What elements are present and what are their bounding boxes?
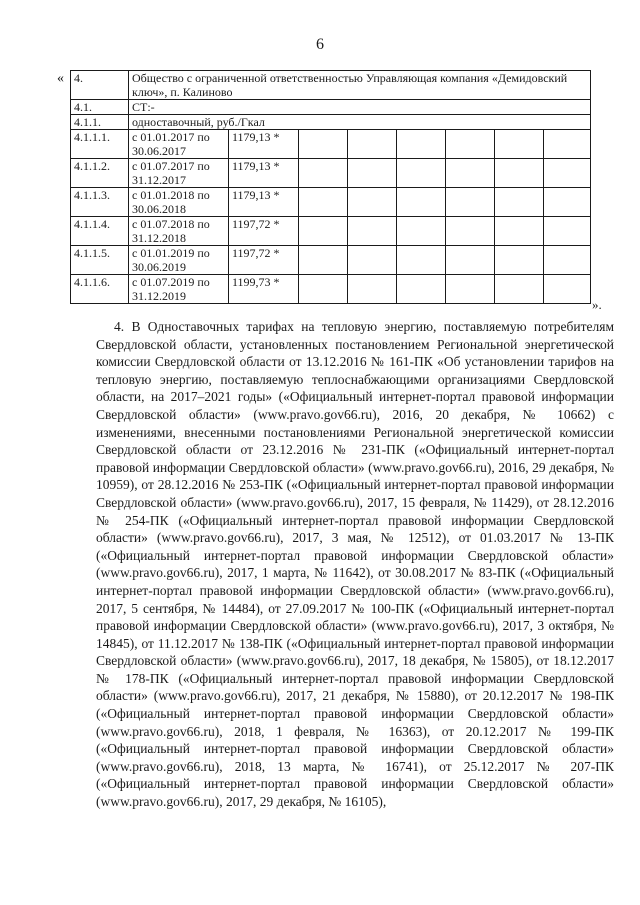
table-row xyxy=(71,275,591,304)
empty-cell xyxy=(446,130,495,159)
empty-cell xyxy=(348,246,397,275)
empty-cell xyxy=(299,159,348,188)
period-cell: с 01.07.2019 по 31.12.2019 xyxy=(129,275,229,304)
empty-cell xyxy=(495,159,544,188)
table-row xyxy=(71,100,591,115)
table-row xyxy=(71,188,591,217)
row-number: 4.1.1.2. xyxy=(71,159,129,188)
empty-cell xyxy=(397,246,446,275)
empty-cell xyxy=(397,159,446,188)
empty-cell xyxy=(446,246,495,275)
tariff-value-cell: 1199,73 * xyxy=(229,275,299,304)
opening-quote-mark: « xyxy=(57,71,64,86)
empty-cell xyxy=(544,217,591,246)
row-number: 4. xyxy=(71,71,129,100)
empty-cell xyxy=(299,188,348,217)
tariff-value-cell: 1197,72 * xyxy=(229,246,299,275)
empty-cell xyxy=(544,188,591,217)
closing-quote-mark: ». xyxy=(592,297,602,312)
empty-cell xyxy=(544,130,591,159)
empty-cell xyxy=(397,188,446,217)
row-number: 4.1.1.5. xyxy=(71,246,129,275)
table-row xyxy=(71,115,591,130)
tariff-value-cell: 1197,72 * xyxy=(229,217,299,246)
row-number: 4.1.1.6. xyxy=(71,275,129,304)
period-cell: с 01.01.2019 по 30.06.2019 xyxy=(129,246,229,275)
empty-cell xyxy=(495,246,544,275)
tariff-value-cell: 1179,13 * xyxy=(229,159,299,188)
empty-cell xyxy=(348,275,397,304)
empty-cell xyxy=(299,275,348,304)
empty-cell xyxy=(299,246,348,275)
page-number: 6 xyxy=(316,36,324,53)
empty-cell xyxy=(495,217,544,246)
row-number: 4.1.1.1. xyxy=(71,130,129,159)
empty-cell xyxy=(495,188,544,217)
body-paragraph: 4. В Одноставочных тарифах на тепловую энергию, поставляемую потребителям Свердловской области, установленных постановлением Региональной энергетической комиссии Свердловской области от 13.12.2016 № 161-ПК «Об установлении тарифов на тепловую энергию, поставляемую теплоснабжающими организациями Свердловской области, на 2017–2021 годы» («Официальный интернет-портал правовой информации Свердловской области» (www.pravo.gov66.ru), 2016, 20 декабря, № 10662) с изменениями, внесенными постановлениями Региональной энергетической комиссии Свердловской области от 23.12.2016 № 231-ПК («Официальный интернет-портал правовой информации Свердловской области» (www.pravo.gov66.ru), 2016, 29 декабря, № 10959), от 28.12.2016 № 253-ПК («Официальный интернет-портал правовой информации Свердловской области» (www.pravo.gov66.ru), 2017, 15 февраля, № 11429), от 28.12.2016 № 254-ПК («Официальный интернет-портал правовой информации Свердловской области» (www.pravo.gov66.ru), 2017, 3 мая, № 12512), от 01.03.2017 № 13-ПК («Официальный интернет-портал правовой информации Свердловской области» (www.pravo.gov66.ru), 2017, 1 марта, № 11642), от 30.08.2017 № 83-ПК («Официальный интернет-портал правовой информации Свердловской области» (www.pravo.gov66.ru), 2017, 5 сентября, № 14484), от 27.09.2017 № 100-ПК («Официальный интернет-портал правовой информации Свердловской области» (www.pravo.gov66.ru), 2017, 3 октября, № 14845), от 11.12.2017 № 138-ПК («Официальный интернет-портал правовой информации Свердловской области» (www.pravo.gov66.ru), 2017, 18 декабря, № 15805), от 18.12.2017 № 178-ПК («Официальный интернет-портал правовой информации Свердловской области» (www.pravo.gov66.ru), 2017, 21 декабря, № 15880), от 20.12.2017 № 198-ПК («Официальный интернет-портал правовой информации Свердловской области» (www.pravo.gov66.ru), 2018, 1 февраля, № 16363), от 20.12.2017 № 199-ПК («Официальный интернет-портал правовой информации Свердловской области» (www.pravo.gov66.ru), 2018, 13 марта, № 16741), от 25.12.2017 № 207-ПК («Официальный интернет-портал правовой информации Свердловской области» (www.pravo.gov66.ru), 2017, 29 декабря, № 16105), xyxy=(96,319,614,810)
row-number: 4.1.1.4. xyxy=(71,217,129,246)
empty-cell xyxy=(544,246,591,275)
period-cell: с 01.07.2017 по 31.12.2017 xyxy=(129,159,229,188)
table-row xyxy=(71,130,591,159)
table-row xyxy=(71,159,591,188)
empty-cell xyxy=(348,188,397,217)
empty-cell xyxy=(446,217,495,246)
empty-cell xyxy=(446,188,495,217)
empty-cell xyxy=(299,217,348,246)
empty-cell xyxy=(446,275,495,304)
empty-cell xyxy=(544,275,591,304)
empty-cell xyxy=(544,159,591,188)
empty-cell xyxy=(348,130,397,159)
table-row xyxy=(71,71,591,100)
tariff-value-cell: 1179,13 * xyxy=(229,188,299,217)
table-row xyxy=(71,246,591,275)
row-number: 4.1.1. xyxy=(71,115,129,130)
body-paragraph-block xyxy=(96,318,614,811)
row-number: 4.1.1.3. xyxy=(71,188,129,217)
table-row xyxy=(71,217,591,246)
tariff-table xyxy=(70,70,591,304)
rate-type-label: одноставочный, руб./Гкал xyxy=(129,115,591,130)
empty-cell xyxy=(299,130,348,159)
empty-cell xyxy=(348,217,397,246)
empty-cell xyxy=(397,130,446,159)
empty-cell xyxy=(495,130,544,159)
empty-cell xyxy=(495,275,544,304)
period-cell: с 01.07.2018 по 31.12.2018 xyxy=(129,217,229,246)
tariff-value-cell: 1179,13 * xyxy=(229,130,299,159)
row-number: 4.1. xyxy=(71,100,129,115)
period-cell: с 01.01.2017 по 30.06.2017 xyxy=(129,130,229,159)
empty-cell xyxy=(348,159,397,188)
empty-cell xyxy=(397,275,446,304)
organization-name: Общество с ограниченной ответственностью Управляющая компания «Демидовский ключ», п. Калиново xyxy=(129,71,591,100)
empty-cell xyxy=(397,217,446,246)
period-cell: с 01.01.2018 по 30.06.2018 xyxy=(129,188,229,217)
empty-cell xyxy=(446,159,495,188)
system-label: СТ:- xyxy=(129,100,591,115)
